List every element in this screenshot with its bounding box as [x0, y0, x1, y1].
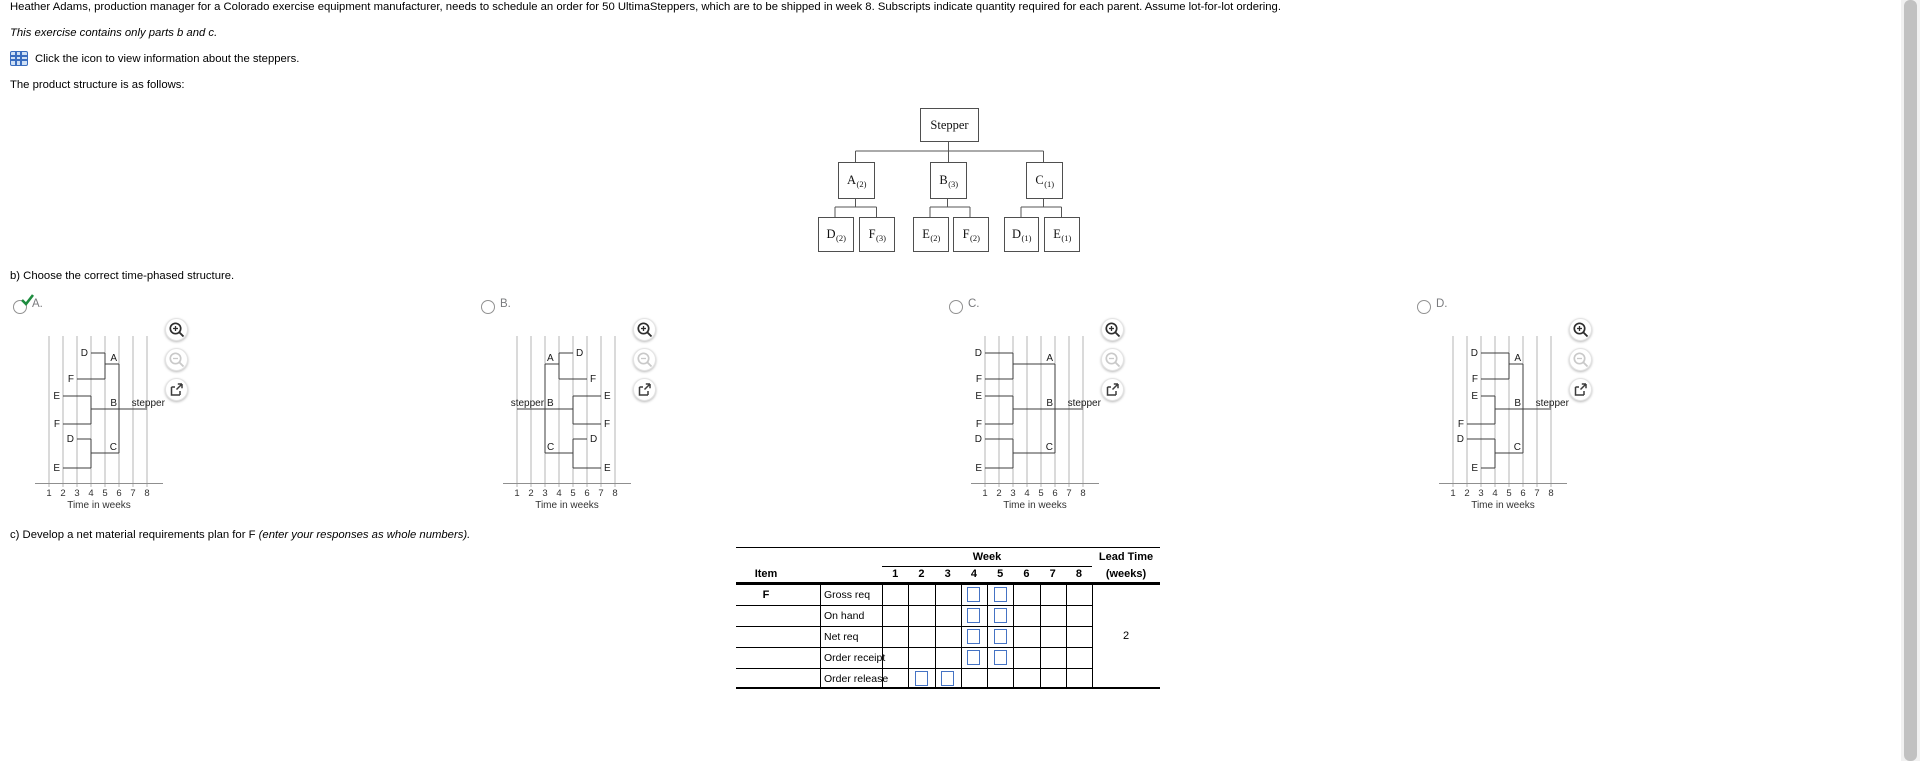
component-label: E [975, 391, 982, 402]
week-number: 2 [918, 568, 925, 580]
option-c-radio[interactable] [949, 300, 963, 314]
component-label: E [975, 463, 982, 474]
component-label: D [590, 434, 598, 445]
component-label: F [1471, 374, 1478, 385]
axis-tick: 6 [116, 488, 122, 499]
axis-label: Time in weeks [1003, 500, 1067, 511]
axis-tick: 7 [598, 488, 604, 499]
component-label: C [1513, 442, 1521, 453]
axis-tick: 8 [1548, 488, 1554, 499]
intro-text: Heather Adams, production manager for a Colorado exercise equipment manufacturer, needs to schedule an order for 50 UltimaSteppers, which are to be shipped in week 8. Subscripts indicate quantity required for each parent. Assume lot-for-lot ordering. [10, 1, 1281, 13]
axis-tick: 2 [60, 488, 66, 499]
axis-label: Time in weeks [67, 500, 131, 511]
option-d-radio[interactable] [1417, 300, 1431, 314]
axis-label: Time in weeks [535, 500, 599, 511]
axis-tick: 3 [74, 488, 80, 499]
zoom-in-button[interactable] [1569, 318, 1592, 341]
lead-time-header: (weeks) [1105, 568, 1147, 580]
zoom-out-button[interactable] [1101, 348, 1124, 371]
column-divider [961, 584, 962, 688]
week-number: 1 [892, 568, 899, 580]
component-label: F [975, 419, 982, 430]
lead-time-header: Lead Time [1098, 551, 1154, 563]
mrp-input-net-req-week-4[interactable] [967, 629, 980, 644]
component-label: E [53, 391, 60, 402]
axis-tick: 5 [1506, 488, 1512, 499]
part-c-heading: c) Develop a net material requirements plan for F (enter your responses as whole numbers). [10, 529, 471, 541]
mrp-input-order-receipt-week-4[interactable] [967, 650, 980, 665]
mrp-input-order-release-week-3[interactable] [941, 671, 954, 686]
item-header: Item [754, 568, 778, 580]
axis-tick: 4 [88, 488, 94, 499]
axis-tick: 5 [1038, 488, 1044, 499]
product-structure-diagram [810, 100, 1110, 262]
component-label: C [547, 442, 555, 453]
component-label: E [1471, 463, 1478, 474]
column-divider [987, 584, 988, 688]
axis-tick: 6 [584, 488, 590, 499]
structure-intro: The product structure is as follows: [10, 79, 185, 91]
mrp-input-gross-req-week-4[interactable] [967, 587, 980, 602]
component-label: E [1471, 391, 1478, 402]
tree-node-b: B (3) [930, 162, 967, 199]
axis-tick: 6 [1520, 488, 1526, 499]
mrp-input-order-release-week-2[interactable] [915, 671, 928, 686]
component-label: D [974, 434, 982, 445]
option-b-radio[interactable] [481, 300, 495, 314]
component-label: D [576, 348, 584, 359]
component-label: D [80, 348, 88, 359]
component-label: F [67, 374, 74, 385]
stepper-label: stepper [510, 398, 545, 409]
tree-node-stepper: Stepper [920, 108, 979, 142]
axis-tick: 8 [144, 488, 150, 499]
axis-tick: 1 [46, 488, 52, 499]
component-label: A [1046, 353, 1053, 364]
tree-node-e1: E (1) [1044, 217, 1080, 252]
option-d-label: D. [1436, 298, 1448, 310]
axis-tick: 4 [556, 488, 562, 499]
axis-tick: 3 [542, 488, 548, 499]
lead-time-value: 2 [1122, 630, 1130, 642]
open-larger-view-button[interactable] [1101, 378, 1124, 401]
option-b [478, 295, 708, 513]
option-a [10, 295, 240, 513]
option-c-label: C. [968, 298, 980, 310]
mrp-input-on-hand-week-5[interactable] [994, 608, 1007, 623]
component-label: B [1046, 398, 1053, 409]
exercise-note: This exercise contains only parts b and c. [10, 27, 218, 39]
week-number: 7 [1049, 568, 1056, 580]
axis-tick: 7 [130, 488, 136, 499]
axis-tick: 1 [514, 488, 520, 499]
open-larger-view-button[interactable] [633, 378, 656, 401]
tree-node-d2: D (2) [818, 217, 854, 252]
time-phased-diagram-c [959, 330, 1179, 512]
scrollbar-thumb[interactable] [1904, 0, 1917, 761]
component-label: E [604, 391, 611, 402]
component-label: D [1470, 348, 1478, 359]
tree-node-e2: E (2) [913, 217, 949, 252]
axis-tick: 7 [1066, 488, 1072, 499]
stepper-label: stepper [131, 398, 165, 409]
axis-tick: 7 [1534, 488, 1540, 499]
axis-tick: 2 [528, 488, 534, 499]
header-divider [736, 582, 1160, 585]
axis-tick: 3 [1010, 488, 1016, 499]
component-label: A [1514, 353, 1521, 364]
week-number: 6 [1023, 568, 1030, 580]
tree-node-c: C (1) [1026, 162, 1063, 199]
component-label: C [109, 442, 117, 453]
stepper-label: stepper [1535, 398, 1569, 409]
zoom-out-button[interactable] [633, 348, 656, 371]
tree-node-d1: D (1) [1004, 217, 1039, 252]
time-phased-diagram-a [23, 330, 243, 512]
zoom-in-button[interactable] [633, 318, 656, 341]
zoom-in-button[interactable] [1101, 318, 1124, 341]
option-a-label: A. [32, 298, 43, 310]
time-phased-diagram-d [1427, 330, 1647, 512]
column-divider [1013, 584, 1014, 688]
zoom-out-button[interactable] [1569, 348, 1592, 371]
icon-instruction: Click the icon to view information about the steppers. [35, 52, 300, 65]
week-number: 5 [997, 568, 1004, 580]
row-label: Gross req [824, 588, 871, 601]
mrp-input-order-receipt-week-5[interactable] [994, 650, 1007, 665]
mrp-input-net-req-week-5[interactable] [994, 629, 1007, 644]
component-label: A [547, 353, 554, 364]
open-larger-view-button[interactable] [165, 378, 188, 401]
axis-tick: 1 [982, 488, 988, 499]
row-label: Order release [824, 672, 889, 685]
mrp-table [736, 547, 1160, 692]
axis-tick: 2 [996, 488, 1002, 499]
component-label: D [66, 434, 74, 445]
axis-tick: 8 [1080, 488, 1086, 499]
column-divider [820, 584, 821, 688]
component-label: F [53, 419, 60, 430]
axis-tick: 8 [612, 488, 618, 499]
tree-node-f3: F (3) [859, 217, 895, 252]
tree-node-f2: F (2) [953, 217, 989, 252]
component-label: F [604, 419, 611, 430]
axis-tick: 4 [1024, 488, 1030, 499]
item-value: F [762, 588, 770, 601]
axis-tick: 2 [1464, 488, 1470, 499]
column-divider [1066, 584, 1067, 688]
row-label: Net req [824, 630, 859, 643]
component-label: F [590, 374, 597, 385]
component-label: E [53, 463, 60, 474]
option-d [1414, 295, 1644, 513]
axis-tick: 5 [102, 488, 108, 499]
week-number: 8 [1075, 568, 1082, 580]
time-phased-diagram-b [491, 330, 711, 512]
table-border [736, 547, 1160, 548]
component-label: F [975, 374, 982, 385]
option-c [946, 295, 1176, 513]
component-label: B [547, 398, 554, 409]
component-label: F [1457, 419, 1464, 430]
component-label: B [1514, 398, 1521, 409]
component-label: A [110, 353, 117, 364]
option-b-label: B. [500, 298, 511, 310]
week-number: 4 [970, 568, 977, 580]
tree-node-a: A (2) [838, 162, 875, 199]
component-label: E [604, 463, 611, 474]
week-number: 3 [944, 568, 951, 580]
axis-tick: 1 [1450, 488, 1456, 499]
component-label: B [110, 398, 117, 409]
component-label: D [974, 348, 982, 359]
info-table-icon[interactable] [10, 51, 28, 66]
row-label: On hand [824, 609, 865, 622]
mrp-input-gross-req-week-5[interactable] [994, 587, 1007, 602]
component-label: C [1045, 442, 1053, 453]
table-border [736, 687, 1160, 689]
mrp-input-on-hand-week-4[interactable] [967, 608, 980, 623]
part-b-heading: b) Choose the correct time-phased structure. [10, 270, 235, 282]
open-larger-view-button[interactable] [1569, 378, 1592, 401]
axis-tick: 6 [1052, 488, 1058, 499]
axis-tick: 4 [1492, 488, 1498, 499]
axis-tick: 3 [1478, 488, 1484, 499]
component-label: D [1456, 434, 1464, 445]
zoom-out-button[interactable] [165, 348, 188, 371]
zoom-in-button[interactable] [165, 318, 188, 341]
column-divider [1040, 584, 1041, 688]
stepper-label: stepper [1067, 398, 1101, 409]
axis-tick: 5 [570, 488, 576, 499]
row-label: Order receipt [824, 651, 886, 664]
week-header: Week [972, 551, 1002, 563]
axis-label: Time in weeks [1471, 500, 1535, 511]
